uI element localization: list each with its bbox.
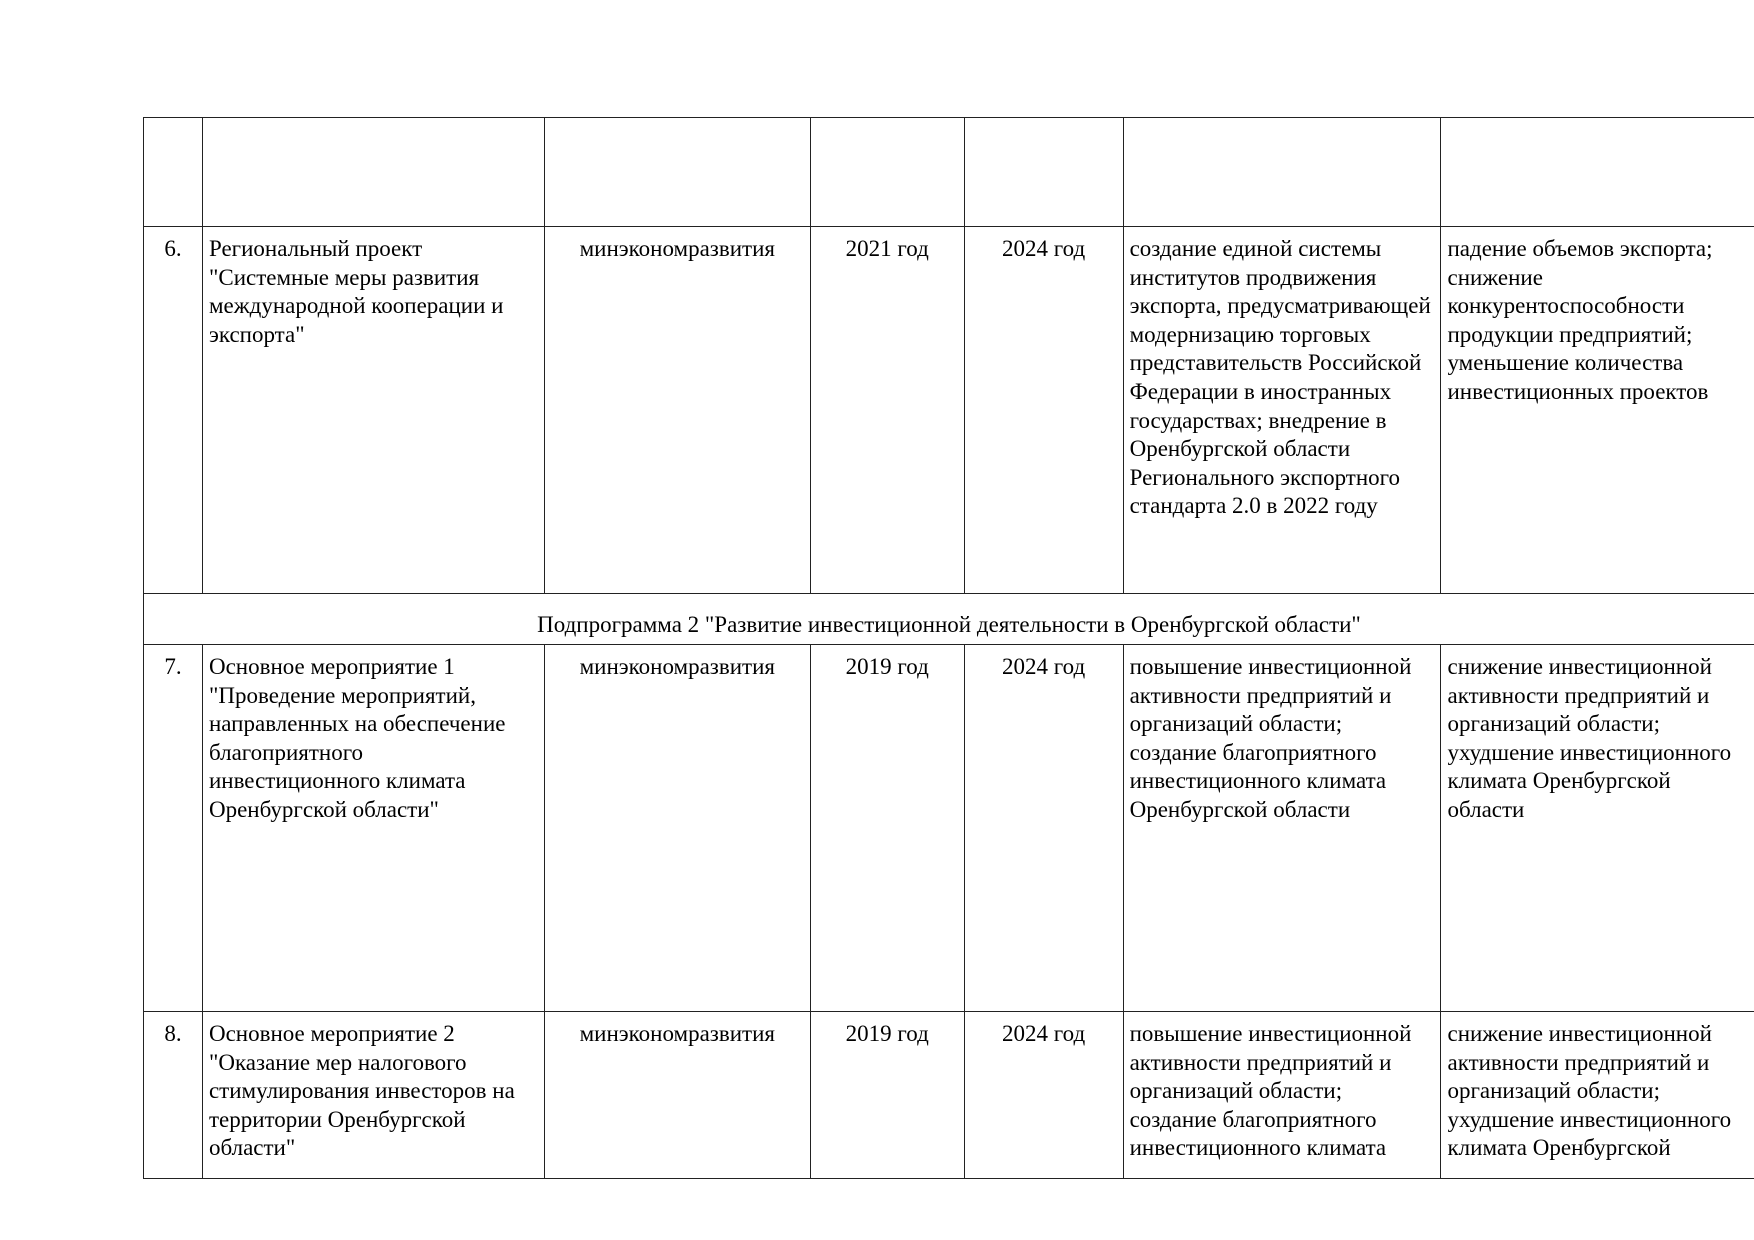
table-cell	[544, 118, 810, 227]
start-year: 2019 год	[810, 1012, 964, 1179]
executor: минэкономразвития	[544, 645, 810, 1012]
table-cell	[202, 118, 544, 227]
measures-table	[143, 117, 1754, 1179]
end-year: 2024 год	[964, 227, 1123, 594]
table-row	[144, 645, 1754, 1012]
end-year: 2024 год	[964, 1012, 1123, 1179]
end-year: 2024 год	[964, 645, 1123, 1012]
measure-name: Региональный проект "Системные меры развития международной кооперации и экспорта"	[202, 227, 544, 594]
table-row	[144, 1012, 1754, 1179]
start-year: 2021 год	[810, 227, 964, 594]
table-row	[144, 227, 1754, 594]
executor: минэкономразвития	[544, 1012, 810, 1179]
measure-name: Основное мероприятие 1 "Проведение мероприятий, направленных на обеспечение благоприятного инвестиционного климата Оренбургской области"	[202, 645, 544, 1012]
table-cell	[810, 118, 964, 227]
row-number: 6.	[144, 227, 203, 594]
row-number: 8.	[144, 1012, 203, 1179]
table-cell	[964, 118, 1123, 227]
expected-result: повышение инвестиционной активности предприятий и организаций области; создание благоприятного инвестиционного климата	[1123, 1012, 1441, 1179]
expected-result: повышение инвестиционной активности предприятий и организаций области; создание благоприятного инвестиционного климата Оренбургской области	[1123, 645, 1441, 1012]
executor: минэкономразвития	[544, 227, 810, 594]
table-row-continuation	[144, 118, 1754, 227]
table-cell	[144, 118, 203, 227]
expected-result: создание единой системы институтов продвижения экспорта, предусматривающей модернизацию торговых представительств Российской Федерации в иностранных государствах; внедрение в Оренбургской области Регионального экспортного стандарта 2.0 в 2022 году	[1123, 227, 1441, 594]
consequences: падение объемов экспорта; снижение конкурентоспособности продукции предприятий; уменьшение количества инвестиционных проектов	[1441, 227, 1754, 594]
subprogram-row	[144, 594, 1754, 645]
consequences: снижение инвестиционной активности предприятий и организаций области; ухудшение инвестиционного климата Оренбургской	[1441, 1012, 1754, 1179]
measure-name: Основное мероприятие 2 "Оказание мер налогового стимулирования инвесторов на территории Оренбургской области"	[202, 1012, 544, 1179]
subprogram-title: Подпрограмма 2 "Развитие инвестиционной деятельности в Оренбургской области"	[144, 594, 1754, 645]
start-year: 2019 год	[810, 645, 964, 1012]
row-number: 7.	[144, 645, 203, 1012]
table-cell	[1123, 118, 1441, 227]
consequences: снижение инвестиционной активности предприятий и организаций области; ухудшение инвестиционного климата Оренбургской области	[1441, 645, 1754, 1012]
table-cell	[1441, 118, 1754, 227]
